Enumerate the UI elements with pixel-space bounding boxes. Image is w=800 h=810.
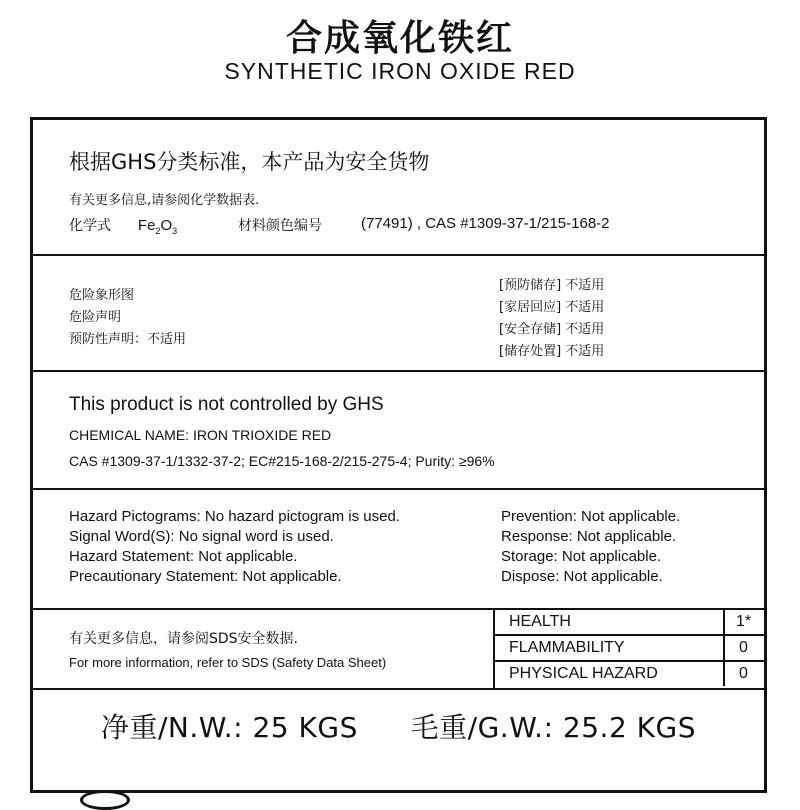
cn-hazard-pictogram: 危险象形图 — [69, 288, 135, 303]
gross-weight: 毛重/G.W.: 25.2 KGS — [410, 711, 696, 744]
hazard-rating-table — [493, 610, 764, 688]
rating-value: 1* — [723, 610, 762, 634]
cn-prevention: [预防储存] 不适用 — [499, 278, 605, 293]
en-precautionary-statement: Precautionary Statement: Not applicable. — [69, 568, 342, 585]
cn-precautionary-statement: 预防性声明：不适用 — [69, 332, 187, 347]
rating-row-health — [495, 610, 764, 636]
rating-value: 0 — [723, 662, 762, 686]
section-en-identity — [33, 372, 764, 490]
cn-response: [家居回应] 不适用 — [499, 300, 605, 315]
color-index-value: (77491) , CAS #1309-37-1/215-168-2 — [361, 215, 610, 232]
rating-row-flammability — [495, 636, 764, 662]
sds-note-english: For more information, refer to SDS (Safety Data Sheet) — [69, 655, 387, 670]
color-index-label: 材料颜色编号 — [238, 218, 322, 234]
cn-disposal: [储存处置] 不适用 — [499, 344, 605, 359]
decorative-arc — [80, 790, 130, 810]
rating-label: FLAMMABILITY — [509, 639, 625, 656]
title-english: SYNTHETIC IRON OXIDE RED — [224, 58, 576, 84]
en-response: Response: Not applicable. — [501, 528, 677, 545]
chemical-name: CHEMICAL NAME: IRON TRIOXIDE RED — [69, 427, 332, 443]
en-signal-word: Signal Word(S): No signal word is used. — [69, 528, 334, 545]
chemical-formula-line — [69, 215, 177, 236]
cas-line: CAS #1309-37-1/1332-37-2; EC#215-168-2/215-275-4; Purity: ≥96% — [69, 453, 495, 469]
cn-ghs-heading: 根据GHS分类标准，本产品为安全货物 — [69, 150, 430, 174]
section-sds — [33, 610, 764, 690]
rating-row-physical-hazard — [495, 662, 764, 688]
section-cn-classification — [33, 120, 764, 256]
en-dispose: Dispose: Not applicable. — [501, 568, 663, 585]
en-hazard-statement: Hazard Statement: Not applicable. — [69, 548, 298, 565]
cn-storage: [安全存储] 不适用 — [499, 322, 605, 337]
en-hazard-pictograms: Hazard Pictograms: No hazard pictogram is used. — [69, 508, 400, 525]
rating-label: HEALTH — [509, 613, 571, 630]
net-weight: 净重/N.W.: 25 KGS — [101, 711, 358, 744]
en-ghs-heading: This product is not controlled by GHS — [69, 394, 384, 415]
rating-label: PHYSICAL HAZARD — [509, 665, 658, 682]
product-label — [30, 117, 767, 793]
title-chinese: 合成氧化铁红 — [285, 18, 514, 59]
sds-note-chinese: 有关更多信息，请参阅SDS安全数据. — [69, 631, 299, 647]
weights-line — [33, 706, 764, 746]
cn-hazard-statement: 危险声明 — [69, 310, 122, 325]
rating-value: 0 — [723, 636, 762, 660]
cn-more-info: 有关更多信息,请参阅化学数据表. — [69, 193, 260, 208]
en-prevention: Prevention: Not applicable. — [501, 508, 681, 525]
section-cn-hazards — [33, 256, 764, 372]
formula-label: 化学式 — [69, 218, 111, 234]
formula-value: $Fe_2O_3$ — [137, 217, 178, 236]
section-en-hazards — [33, 490, 764, 610]
en-storage: Storage: Not applicable. — [501, 548, 662, 565]
